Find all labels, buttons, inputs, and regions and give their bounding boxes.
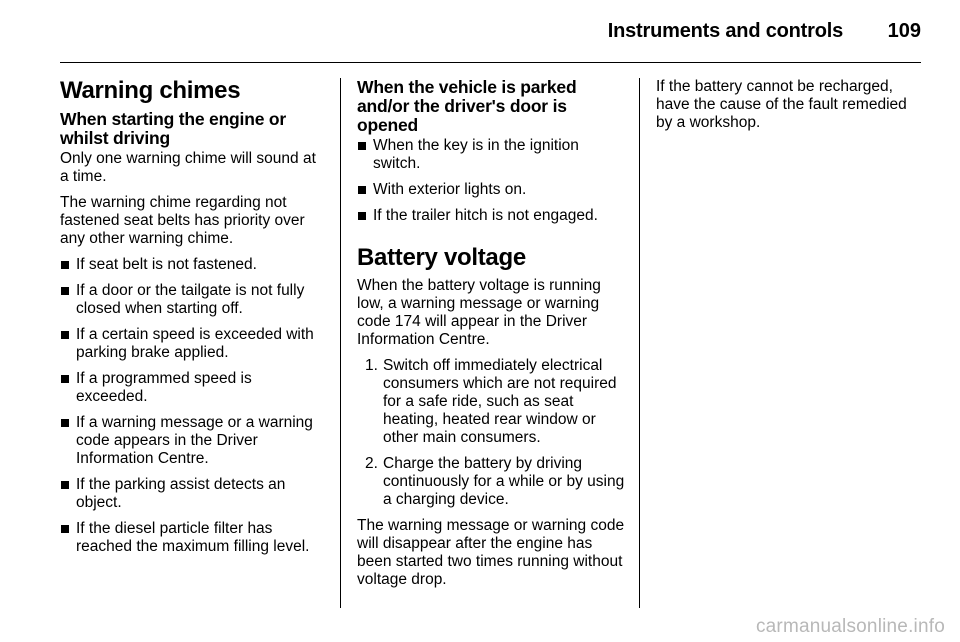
- column-right: [656, 78, 922, 140]
- list-item-text: If seat belt is not fastened.: [76, 256, 257, 273]
- paragraph: Only one warning chime will sound at a time.: [60, 150, 316, 185]
- bullet-list: [60, 256, 326, 556]
- watermark: carmanualsonline.info: [755, 616, 945, 637]
- paragraph: If the battery cannot be recharged, have the cause of the fault remedied by a workshop.: [656, 78, 907, 131]
- bullet-square-icon: [61, 481, 69, 489]
- list-item-text: If the diesel particle filter has reached the maximum filling level.: [76, 520, 310, 555]
- column-middle: [357, 78, 625, 597]
- bullet-square-icon: [358, 212, 366, 220]
- list-item-text: With exterior lights on.: [373, 181, 527, 198]
- bullet-square-icon: [358, 186, 366, 194]
- paragraph: The warning message or warning code will disappear after the engine has been started two times running without voltage drop.: [357, 517, 625, 588]
- list-item: [357, 181, 625, 199]
- bullet-square-icon: [358, 142, 366, 150]
- list-item-text: If a programmed speed is exceeded.: [76, 370, 252, 405]
- column-divider: [639, 78, 640, 608]
- paragraph: The warning chime regarding not fastened seat belts has priority over any other warning chime.: [60, 194, 305, 247]
- list-item: [60, 414, 326, 468]
- page-number: 109: [887, 20, 921, 42]
- heading-battery-voltage: Battery voltage: [357, 244, 526, 271]
- list-item: [60, 370, 326, 406]
- numbered-list: [357, 357, 625, 509]
- list-item-text: Switch off immediately electrical consumers which are not required for a safe ride, such as seat heating, heated rear window or other main consumers.: [383, 357, 617, 446]
- subheading-starting-engine: When starting the engine or whilst driving: [60, 109, 286, 148]
- heading-warning-chimes: Warning chimes: [60, 77, 241, 104]
- page-header: [60, 18, 921, 63]
- list-item-text: If a warning message or a warning code appears in the Driver Information Centre.: [76, 414, 313, 467]
- bullet-list: [357, 137, 625, 225]
- subheading-vehicle-parked: When the vehicle is parked and/or the driver's door is opened: [357, 77, 577, 135]
- list-item-text: If the trailer hitch is not engaged.: [373, 207, 598, 224]
- list-item: [60, 282, 326, 318]
- list-item: [60, 520, 326, 556]
- paragraph: When the battery voltage is running low, a warning message or warning code 174 will appear in the Driver Information Centre.: [357, 277, 601, 348]
- list-item: [60, 256, 326, 274]
- bullet-square-icon: [61, 375, 69, 383]
- section-title: Instruments and controls: [607, 20, 843, 42]
- bullet-square-icon: [61, 261, 69, 269]
- list-item-text: If a certain speed is exceeded with parking brake applied.: [76, 326, 314, 361]
- list-item: [60, 476, 326, 512]
- list-item-text: Charge the battery by driving continuously for a while or by using a charging device.: [383, 455, 625, 508]
- bullet-square-icon: [61, 525, 69, 533]
- column-left: [60, 78, 326, 564]
- list-item-text: If a door or the tailgate is not fully closed when starting off.: [76, 282, 305, 317]
- bullet-square-icon: [61, 419, 69, 427]
- list-item: [60, 326, 326, 362]
- bullet-square-icon: [61, 331, 69, 339]
- list-item: [357, 207, 625, 225]
- list-item-text: When the key is in the ignition switch.: [373, 137, 579, 172]
- list-item: [357, 357, 625, 447]
- bullet-square-icon: [61, 287, 69, 295]
- step-number: 1.: [365, 357, 378, 374]
- list-item: [357, 137, 625, 173]
- list-item-text: If the parking assist detects an object.: [76, 476, 286, 511]
- step-number: 2.: [365, 455, 378, 472]
- column-divider: [340, 78, 341, 608]
- list-item: [357, 455, 625, 509]
